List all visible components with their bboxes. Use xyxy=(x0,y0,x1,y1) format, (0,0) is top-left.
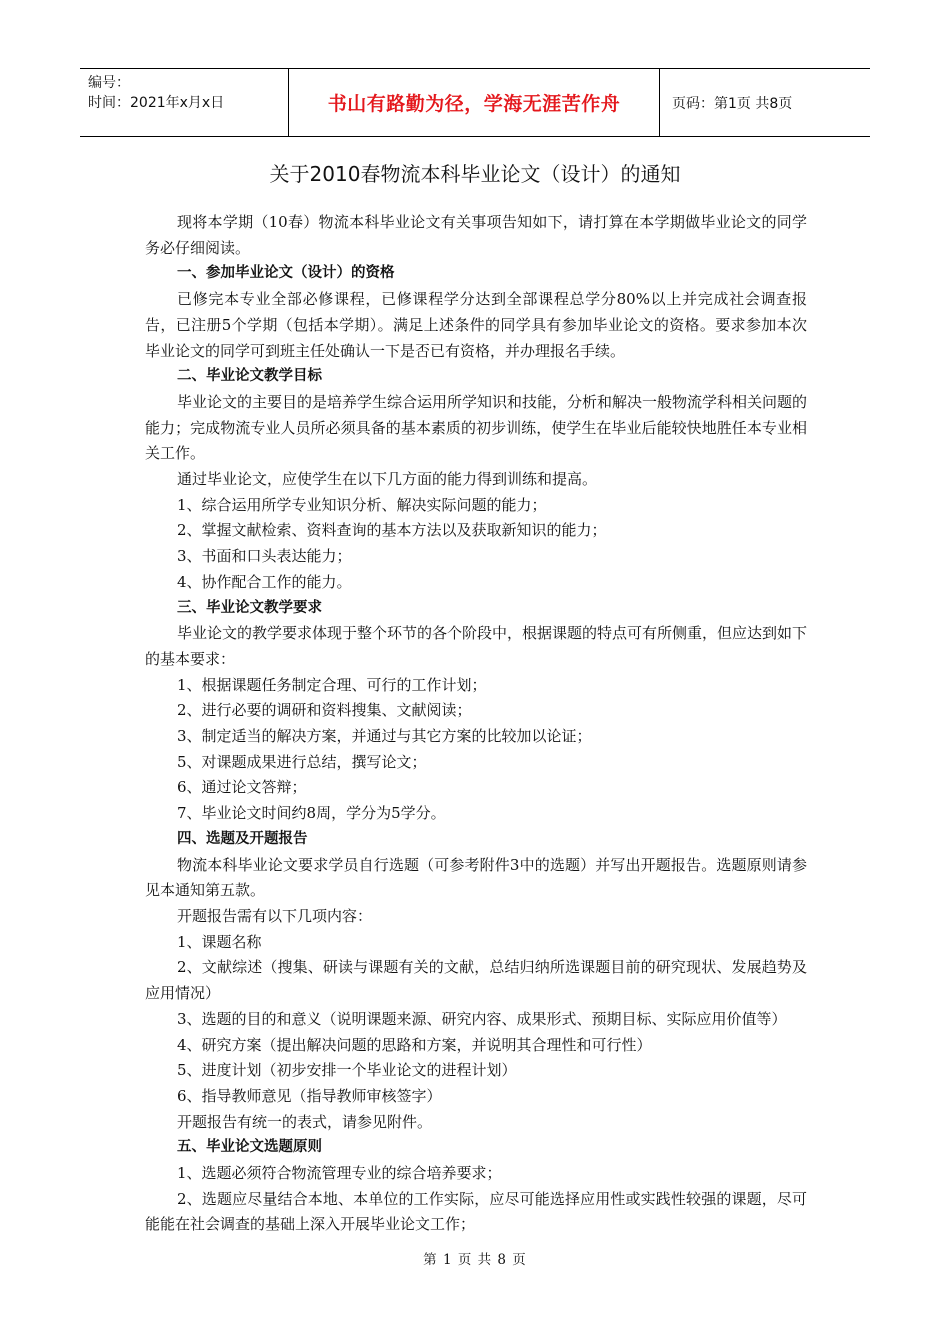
paragraph: 1、课题名称 xyxy=(177,932,262,951)
page-footer: 第 1 页 共 8 页 xyxy=(423,1252,527,1268)
page-header xyxy=(80,68,870,137)
paragraph: 5、进度计划（初步安排一个毕业论文的进程计划） xyxy=(177,1061,517,1080)
section-heading: 三、毕业论文教学要求 xyxy=(177,599,322,616)
paragraph: 6、指导教师意见（指导教师审核签字） xyxy=(177,1086,442,1105)
paragraph: 毕业论文的主要目的是培养学生综合运用所学知识和技能，分析和解决一般物流学科相关问题的能力；完成物流专业人员所必须具备的基本素质的初步训练，使学生在毕业后能较快地胜任本专业相关工作。 xyxy=(145,392,808,463)
paragraph: 1、选题必须符合物流管理专业的综合培养要求； xyxy=(177,1164,502,1183)
header-meta xyxy=(80,69,288,136)
paragraph: 6、通过论文答辩； xyxy=(177,778,307,797)
section-heading: 一、参加毕业论文（设计）的资格 xyxy=(177,265,395,282)
document-body xyxy=(145,210,807,1238)
paragraph: 1、根据课题任务制定合理、可行的工作计划； xyxy=(177,675,487,694)
paragraph: 5、对课题成果进行总结，撰写论文； xyxy=(177,752,427,771)
paragraph: 2、选题应尽量结合本地、本单位的工作实际，应尽可能选择应用性或实践性较强的课题，尽可能能在社会调查的基础上深入开展毕业论文工作； xyxy=(145,1189,807,1234)
paragraph: 物流本科毕业论文要求学员自行选题（可参考附件3中的选题）并写出开题报告。选题原则请参见本通知第五款。 xyxy=(145,855,807,900)
paragraph: 1、综合运用所学专业知识分析、解决实际问题的能力； xyxy=(177,495,547,514)
paragraph: 4、研究方案（提出解决问题的思路和方案，并说明其合理性和可行性） xyxy=(177,1035,652,1054)
paragraph: 2、进行必要的调研和资料搜集、文献阅读； xyxy=(177,701,472,720)
section-heading: 五、毕业论文选题原则 xyxy=(177,1139,322,1156)
header-slogan: 书山有路勤为径，学海无涯苦作舟 xyxy=(288,69,660,136)
paragraph: 开题报告需有以下几项内容： xyxy=(177,906,373,925)
number-label: 编号： xyxy=(88,75,130,91)
paragraph: 7、毕业论文时间约8周，学分为5学分。 xyxy=(177,804,446,823)
paragraph: 3、制定适当的解决方案，并通过与其它方案的比较加以论证； xyxy=(177,727,592,746)
paragraph: 2、文献综述（搜集、研读与课题有关的文献，总结归纳所选课题目前的研究现状、发展趋势及应用情况） xyxy=(145,958,807,1003)
time-label: 时间：2021年x月x日 xyxy=(88,95,225,111)
section-heading: 四、选题及开题报告 xyxy=(177,830,308,847)
header-page-label: 页码：第1页 共8页 xyxy=(672,95,793,112)
paragraph: 现将本学期（10春）物流本科毕业论文有关事项告知如下，请打算在本学期做毕业论文的同学务必仔细阅读。 xyxy=(145,213,807,257)
section-heading: 二、毕业论文教学目标 xyxy=(177,368,322,385)
paragraph: 开题报告有统一的表式，请参见附件。 xyxy=(177,1112,433,1131)
paragraph: 4、协作配合工作的能力。 xyxy=(177,572,352,591)
paragraph: 通过毕业论文，应使学生在以下几方面的能力得到训练和提高。 xyxy=(177,470,598,489)
paragraph: 已修完本专业全部必修课程，已修课程学分达到全部课程总学分80%以上并完成社会调查报告，已注册5个学期（包括本学期）。满足上述条件的同学具有参加毕业论文的资格。要求参加本次毕业论文的同学可到班主任处确认一下是否已有资格，并办理报名手续。 xyxy=(145,290,807,360)
document-title: 关于2010春物流本科毕业论文（设计）的通知 xyxy=(269,162,681,186)
paragraph: 3、书面和口头表达能力； xyxy=(177,547,352,566)
paragraph: 3、选题的目的和意义（说明课题来源、研究内容、成果形式、预期目标、实际应用价值等） xyxy=(177,1009,787,1028)
paragraph: 2、掌握文献检索、资料查询的基本方法以及获取新知识的能力； xyxy=(177,521,607,540)
paragraph: 毕业论文的教学要求体现于整个环节的各个阶段中，根据课题的特点可有所侧重，但应达到如下的基本要求： xyxy=(145,624,808,668)
